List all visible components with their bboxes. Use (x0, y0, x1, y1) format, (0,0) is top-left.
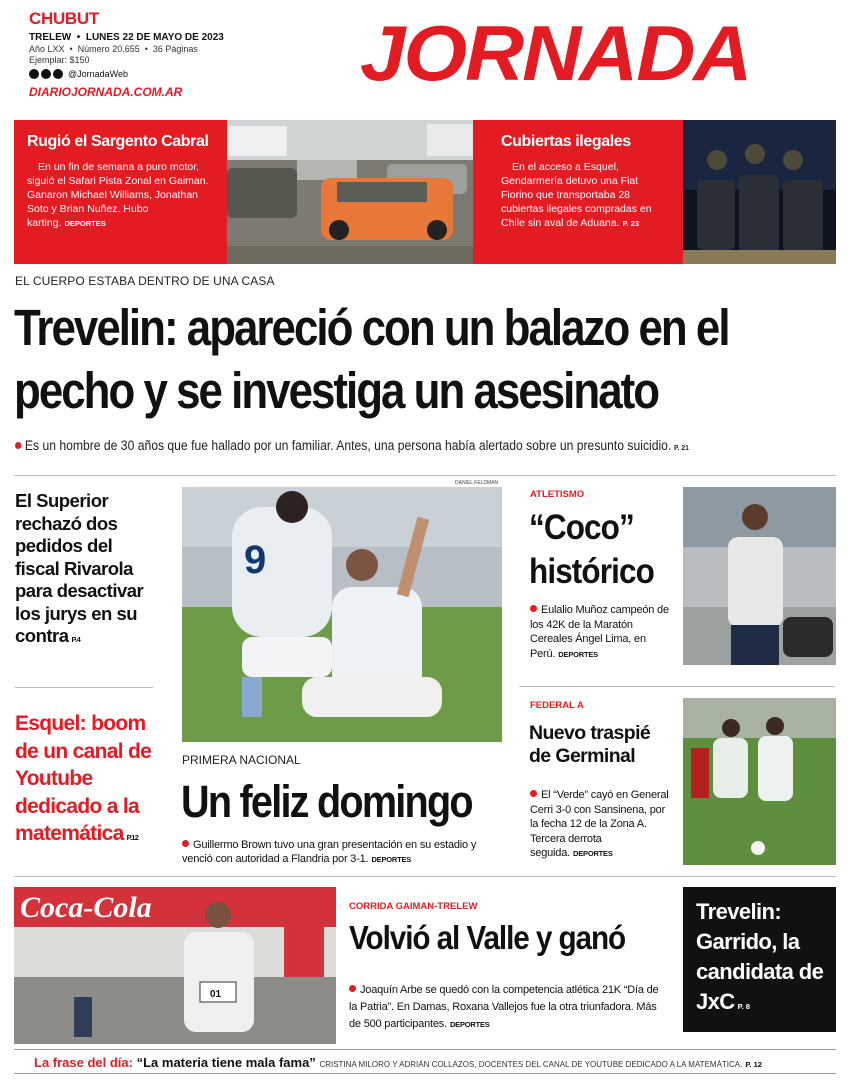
city-date: TRELEW • LUNES 22 DE MAYO DE 2023 (29, 32, 224, 43)
lead-summary: Es un hombre de 30 años que fue hallado por un familiar. Antes, una persona había alertado sobre un presunto suicidio. (24, 438, 672, 453)
germinal-ref: DEPORTES (573, 849, 613, 859)
banner-text: Coca-Cola (20, 891, 152, 924)
coco-headline[interactable]: “Coco” histórico (529, 508, 654, 591)
price: Ejemplar: $150 (29, 55, 90, 65)
corrida-kicker: CORRIDA GAIMAN-TRELEW (349, 901, 478, 912)
runner-photo (683, 487, 836, 665)
jersey-number: 9 (244, 538, 267, 582)
lead-headline[interactable]: Trevelin: apareció con un balazo en el pecho y se investiga un asesinato (14, 299, 729, 419)
esquel-headline: Esquel: boom de un canal de Youtube dedicado a la matemática (15, 712, 152, 845)
social-row (29, 68, 128, 79)
esquel-ref: P.12 (126, 833, 139, 842)
bib-number: 01 (210, 989, 222, 1000)
rule (15, 687, 153, 688)
rule (519, 686, 835, 687)
tires-photo (683, 120, 836, 264)
corrida-text-wrap (349, 982, 669, 1033)
trevelin-headline: Trevelin: Garrido, la candidata de JxC (696, 899, 824, 1014)
superior-story[interactable] (15, 490, 155, 652)
teaser-ref: DEPORTES (64, 219, 106, 228)
race-photo (14, 887, 336, 1044)
football-kicker: PRIMERA NACIONAL (182, 753, 301, 767)
teaser-title: Cubiertas ilegales (501, 133, 631, 150)
germinal-text: El “Verde” cayó en General Cerri 3-0 con Sansinena, por la fecha 12 de la Zona A. Tercera derrota seguida. (530, 789, 669, 860)
germinal-photo (683, 698, 836, 865)
quote-attribution: CRISTINA MILORO Y ADRIÁN COLLAZOS, DOCENTES DEL CANAL DE YOUTUBE DEDICADO A LA MATEMÁTICA. (319, 1060, 743, 1069)
twitter-icon (53, 69, 63, 79)
corrida-ref: DEPORTES (449, 1020, 490, 1029)
top-left-teaser[interactable] (14, 120, 227, 264)
quote-label: La frase del día: (34, 1055, 133, 1070)
teaser-ref: P. 23 (622, 219, 640, 228)
superior-ref: P.4 (71, 635, 81, 644)
football-ref: DEPORTES (371, 855, 412, 864)
football-text: Guillermo Brown tuvo una gran presentación en su estadio y venció con autoridad a Flandria por 3-1. (182, 839, 477, 865)
corrida-headline[interactable]: Volvió al Valle y ganó (349, 919, 626, 956)
trevelin-box[interactable] (683, 887, 836, 1032)
newspaper-logo: JORNADA (360, 9, 751, 97)
coco-text: Eulalio Muñoz campeón de los 42K de la Maratón Cereales Ángel Lima, en Perú. (530, 604, 669, 660)
top-right-teaser[interactable] (473, 120, 683, 264)
football-text-wrap (182, 838, 492, 867)
footer-rule (14, 1049, 836, 1050)
teaser-text-wrap (501, 160, 673, 231)
site-url[interactable]: DIARIOJORNADA.COM.AR (29, 85, 183, 99)
esquel-story[interactable] (15, 710, 155, 852)
teaser-text-wrap (27, 160, 215, 231)
quote-ref: P. 12 (745, 1060, 762, 1069)
germinal-text-wrap (530, 788, 672, 862)
quote-text: “La materia tiene mala fama” (136, 1055, 316, 1070)
trevelin-ref: P. 8 (737, 1002, 750, 1011)
issue-info: Año LXX • Número 20.655 • 36 Páginas (29, 44, 198, 54)
photo-credit: DANIEL FELDMAN (455, 480, 499, 486)
teaser-text: En un fin de semana a puro motor, siguió el Safari Pista Zonal en Gaiman. Ganaron Michael Williams, Jonathan Soto y Brian Nuñez. Hubo karting. (27, 161, 209, 229)
quote-of-day (34, 1055, 762, 1070)
football-headline[interactable]: Un feliz domingo (181, 776, 472, 827)
football-photo (182, 487, 502, 742)
footer-rule (14, 1073, 836, 1074)
corrida-text: Joaquín Arbe se quedó con la competencia atlética 21K “Día de la Patria”. En Damas, Roxana Vallejos fue la otra triunfadora. Más de 500 participantes. (349, 984, 659, 1030)
lead-ref: P. 21 (674, 443, 689, 452)
superior-headline: El Superior rechazó dos pedidos del fiscal Rivarola para desactivar los jurys en su contra (15, 490, 144, 646)
teaser-text: En el acceso a Esquel, Gendarmería detuvo una Fiat Fiorino que transportaba 28 cubiertas ilegales compradas en Chile sin aval de Aduana. (501, 161, 652, 229)
germinal-kicker: FEDERAL A (530, 700, 584, 711)
racing-photo (227, 120, 473, 264)
masthead (0, 0, 848, 112)
province: CHUBUT (29, 9, 99, 28)
teaser-title: Rugió el Sargento Cabral (27, 133, 209, 150)
social-handle: @JornadaWeb (68, 68, 129, 79)
rule (14, 475, 836, 476)
coco-kicker: ATLETISMO (530, 489, 585, 500)
lead-kicker: EL CUERPO ESTABA DENTRO DE UNA CASA (15, 274, 275, 288)
coco-ref: DEPORTES (558, 649, 598, 659)
coco-text-wrap (530, 603, 672, 662)
lead-summary-wrap (15, 438, 689, 453)
instagram-icon (41, 69, 51, 79)
facebook-icon (29, 69, 39, 79)
germinal-headline[interactable]: Nuevo traspié de Germinal (529, 722, 651, 767)
rule (14, 876, 836, 877)
